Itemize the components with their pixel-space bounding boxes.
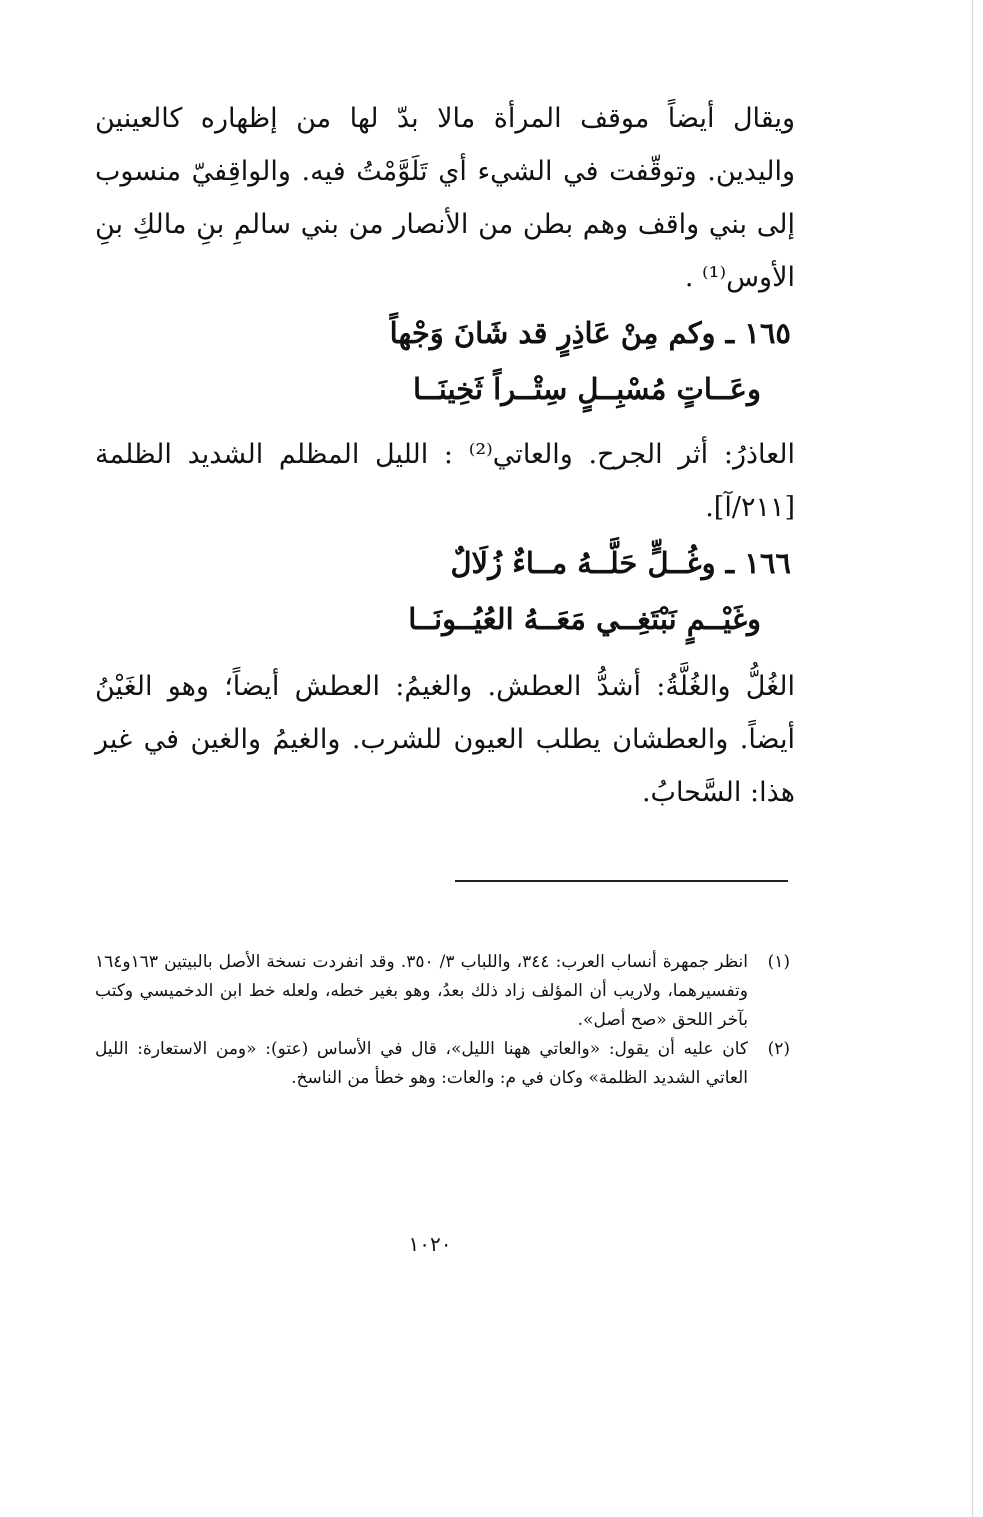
footnote-1-text: انظر جمهرة أنساب العرب: ٣٤٤، واللباب ٣/ ٣٥٠. وقد انفردت نسخة الأصل بالبيتين ١٦٣و١٦٤ وتفسيرهما، ولاريب أن المؤلف زاد ذلك بعدُ، وهو بغير خطه، ولعله خط ابن الدخميسي وكتب بآخر اللحق «صح أصل». (95, 952, 748, 1030)
paragraph-verse-165-commentary: العاذرُ: أثر الجرح. والعاتي⁽²⁾ : الليل المظلم الشديد الظلمة [٢١١/آ]. (95, 439, 795, 523)
footnote-1 (95, 948, 790, 1035)
verse-165-first-hemistich: ١٦٥ ـ وكم مِنْ عَاذِرٍ قد شَانَ وَجْهاً (389, 316, 791, 350)
footnote-separator (455, 880, 788, 882)
footnotes (95, 948, 790, 1093)
verse-166-first-hemistich: ١٦٦ ـ وغُــلٍّ حَلَّــهُ مــاءٌ زُلَالٌ (450, 546, 791, 580)
footnote-1-number: (١) (767, 952, 790, 972)
footnote-2-text: كان عليه أن يقول: «والعاتي ههنا الليل»، قال في الأساس (عتو): «ومن الاستعارة: الليل العاتي الشديد الظلمة» وكان في م: والعات: وهو خطأ من الناسخ. (95, 1039, 748, 1088)
scan-edge-line (972, 0, 973, 1517)
paragraph-verse-166-commentary: الغُلُّ والغُلَّةُ: أشدُّ العطش. والغيمُ: العطش أيضاً؛ وهو الغَيْنُ أيضاً. والعطشان يطلب العيون للشرب. والغيمُ والغين في غير هذا: السَّحابُ. (95, 671, 795, 808)
footnote-2 (95, 1035, 790, 1093)
footnote-2-number: (٢) (767, 1039, 790, 1059)
verse-165-second-hemistich: وعَــاتٍ مُسْبِــلٍ سِتْــراً ثَخِينَــا (412, 372, 761, 406)
paragraph-intro: ويقال أيضاً موقف المرأة مالا بدّ لها من إظهاره كالعينين واليدين. وتوقّفت في الشيء أي تَلَوَّمْتُ فيه. والواقِفيّ منسوب إلى بني واقف وهم بطن من الأنصار من بني سالمِ بنِ مالكِ بنِ الأوس⁽¹⁾ . (95, 103, 795, 293)
verse-166-second-hemistich: وغَيْــمٍ نَبْتَغِــي مَعَــهُ العُيُــونَــا (408, 602, 761, 636)
page-number: ١٠٢٠ (408, 1232, 452, 1256)
